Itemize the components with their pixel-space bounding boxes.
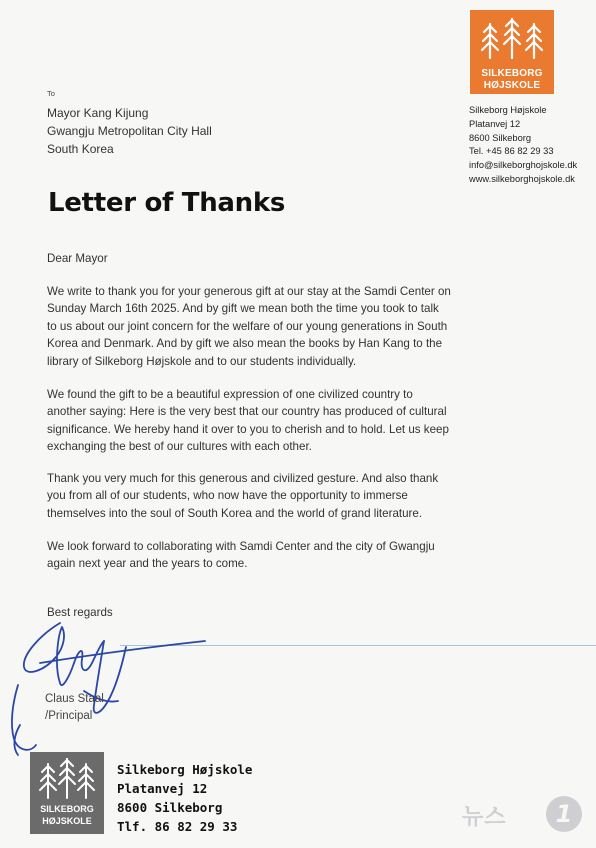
paragraph-line: library of Silkeborg Højskole and to our students individually. [47, 354, 357, 368]
paragraph-1 [47, 283, 517, 370]
paragraph-2 [47, 386, 517, 456]
stamp-line: 8600 Silkeborg [117, 800, 223, 815]
recipient-line: South Korea [47, 142, 114, 156]
watermark-mark: 1 [546, 796, 582, 832]
paragraph-line: another saying: Here is the very best that our country has produced of cultural [47, 405, 447, 419]
trees-icon [480, 18, 544, 62]
paragraph-4 [47, 538, 517, 573]
stamp-line: Platanvej 12 [117, 781, 208, 796]
address-line: 8600 Silkeborg [469, 132, 532, 143]
watermark-text: 뉴스 [462, 805, 507, 830]
paragraph-line: We write to thank you for your generous gift at our stay at the Samdi Center on [47, 285, 451, 298]
paragraph-line: themselves into the soul of South Korea and the world of grand literature. [47, 506, 423, 520]
to-label: To [47, 89, 55, 98]
paragraph-line: We found the gift to be a beautiful expression of one civilized country to [47, 388, 413, 401]
letter-title: Letter of Thanks [48, 188, 286, 218]
paragraph-line: Korea and Denmark. And by gift we also mean the books by Han Kang to the [47, 337, 443, 351]
address-line: Tel. +45 86 82 29 33 [469, 146, 554, 157]
paragraph-line: to us about our joint concern for the welfare of our young generations in South [47, 319, 448, 333]
paragraph-line: you from all of our students, who now have the opportunity to immerse [47, 489, 408, 503]
address-line: Silkeborg Højskole [469, 105, 547, 115]
signatory [45, 691, 104, 725]
logo-line-2: HØJSKOLE [483, 80, 541, 91]
signatory-role: /Principal [45, 710, 93, 722]
recipient-line: Gwangju Metropolitan City Hall [47, 124, 212, 138]
paragraph-line: Sunday March 16th 2025. And by gift we mean both the time you took to talk [47, 302, 439, 316]
signatory-name: Claus Staal [45, 693, 104, 705]
trees-icon [38, 758, 96, 802]
stamp-line: Tlf. 86 82 29 33 [117, 819, 238, 834]
recipient-block [47, 104, 212, 158]
school-stamp [30, 752, 104, 834]
paragraph-line: significance. We hereby hand it over to you to cherish and to hold. Let us keep [47, 422, 449, 436]
stamp-line: Silkeborg Højskole [117, 762, 253, 777]
logo-line-1: SILKEBORG [481, 68, 543, 79]
stamp-address [117, 760, 252, 836]
sender-address [469, 104, 577, 187]
website-line: www.silkeborghojskole.dk [469, 173, 575, 184]
paragraph-line: exchanging the best of our cultures with each other. [47, 440, 312, 454]
address-line: Platanvej 12 [469, 118, 521, 129]
paragraph-line: Thank you very much for this generous and civilized gesture. And also thank [47, 472, 439, 485]
stamp-logo-line-1: SILKEBORG [40, 804, 94, 814]
recipient-line: Mayor Kang Kijung [47, 106, 149, 120]
news-watermark [462, 796, 592, 836]
paragraph-3 [47, 470, 517, 522]
salutation: Dear Mayor [47, 252, 108, 265]
school-logo [470, 10, 554, 94]
stamp-logo-line-2: HØJSKOLE [42, 816, 92, 826]
closing: Best regards [47, 606, 113, 619]
paragraph-line: We look forward to collaborating with Samdi Center and the city of Gwangju [47, 540, 435, 553]
handwritten-signature [0, 605, 210, 765]
email-line: info@silkeborghojskole.dk [469, 160, 578, 171]
paragraph-line: again next year and the years to come. [47, 557, 248, 571]
